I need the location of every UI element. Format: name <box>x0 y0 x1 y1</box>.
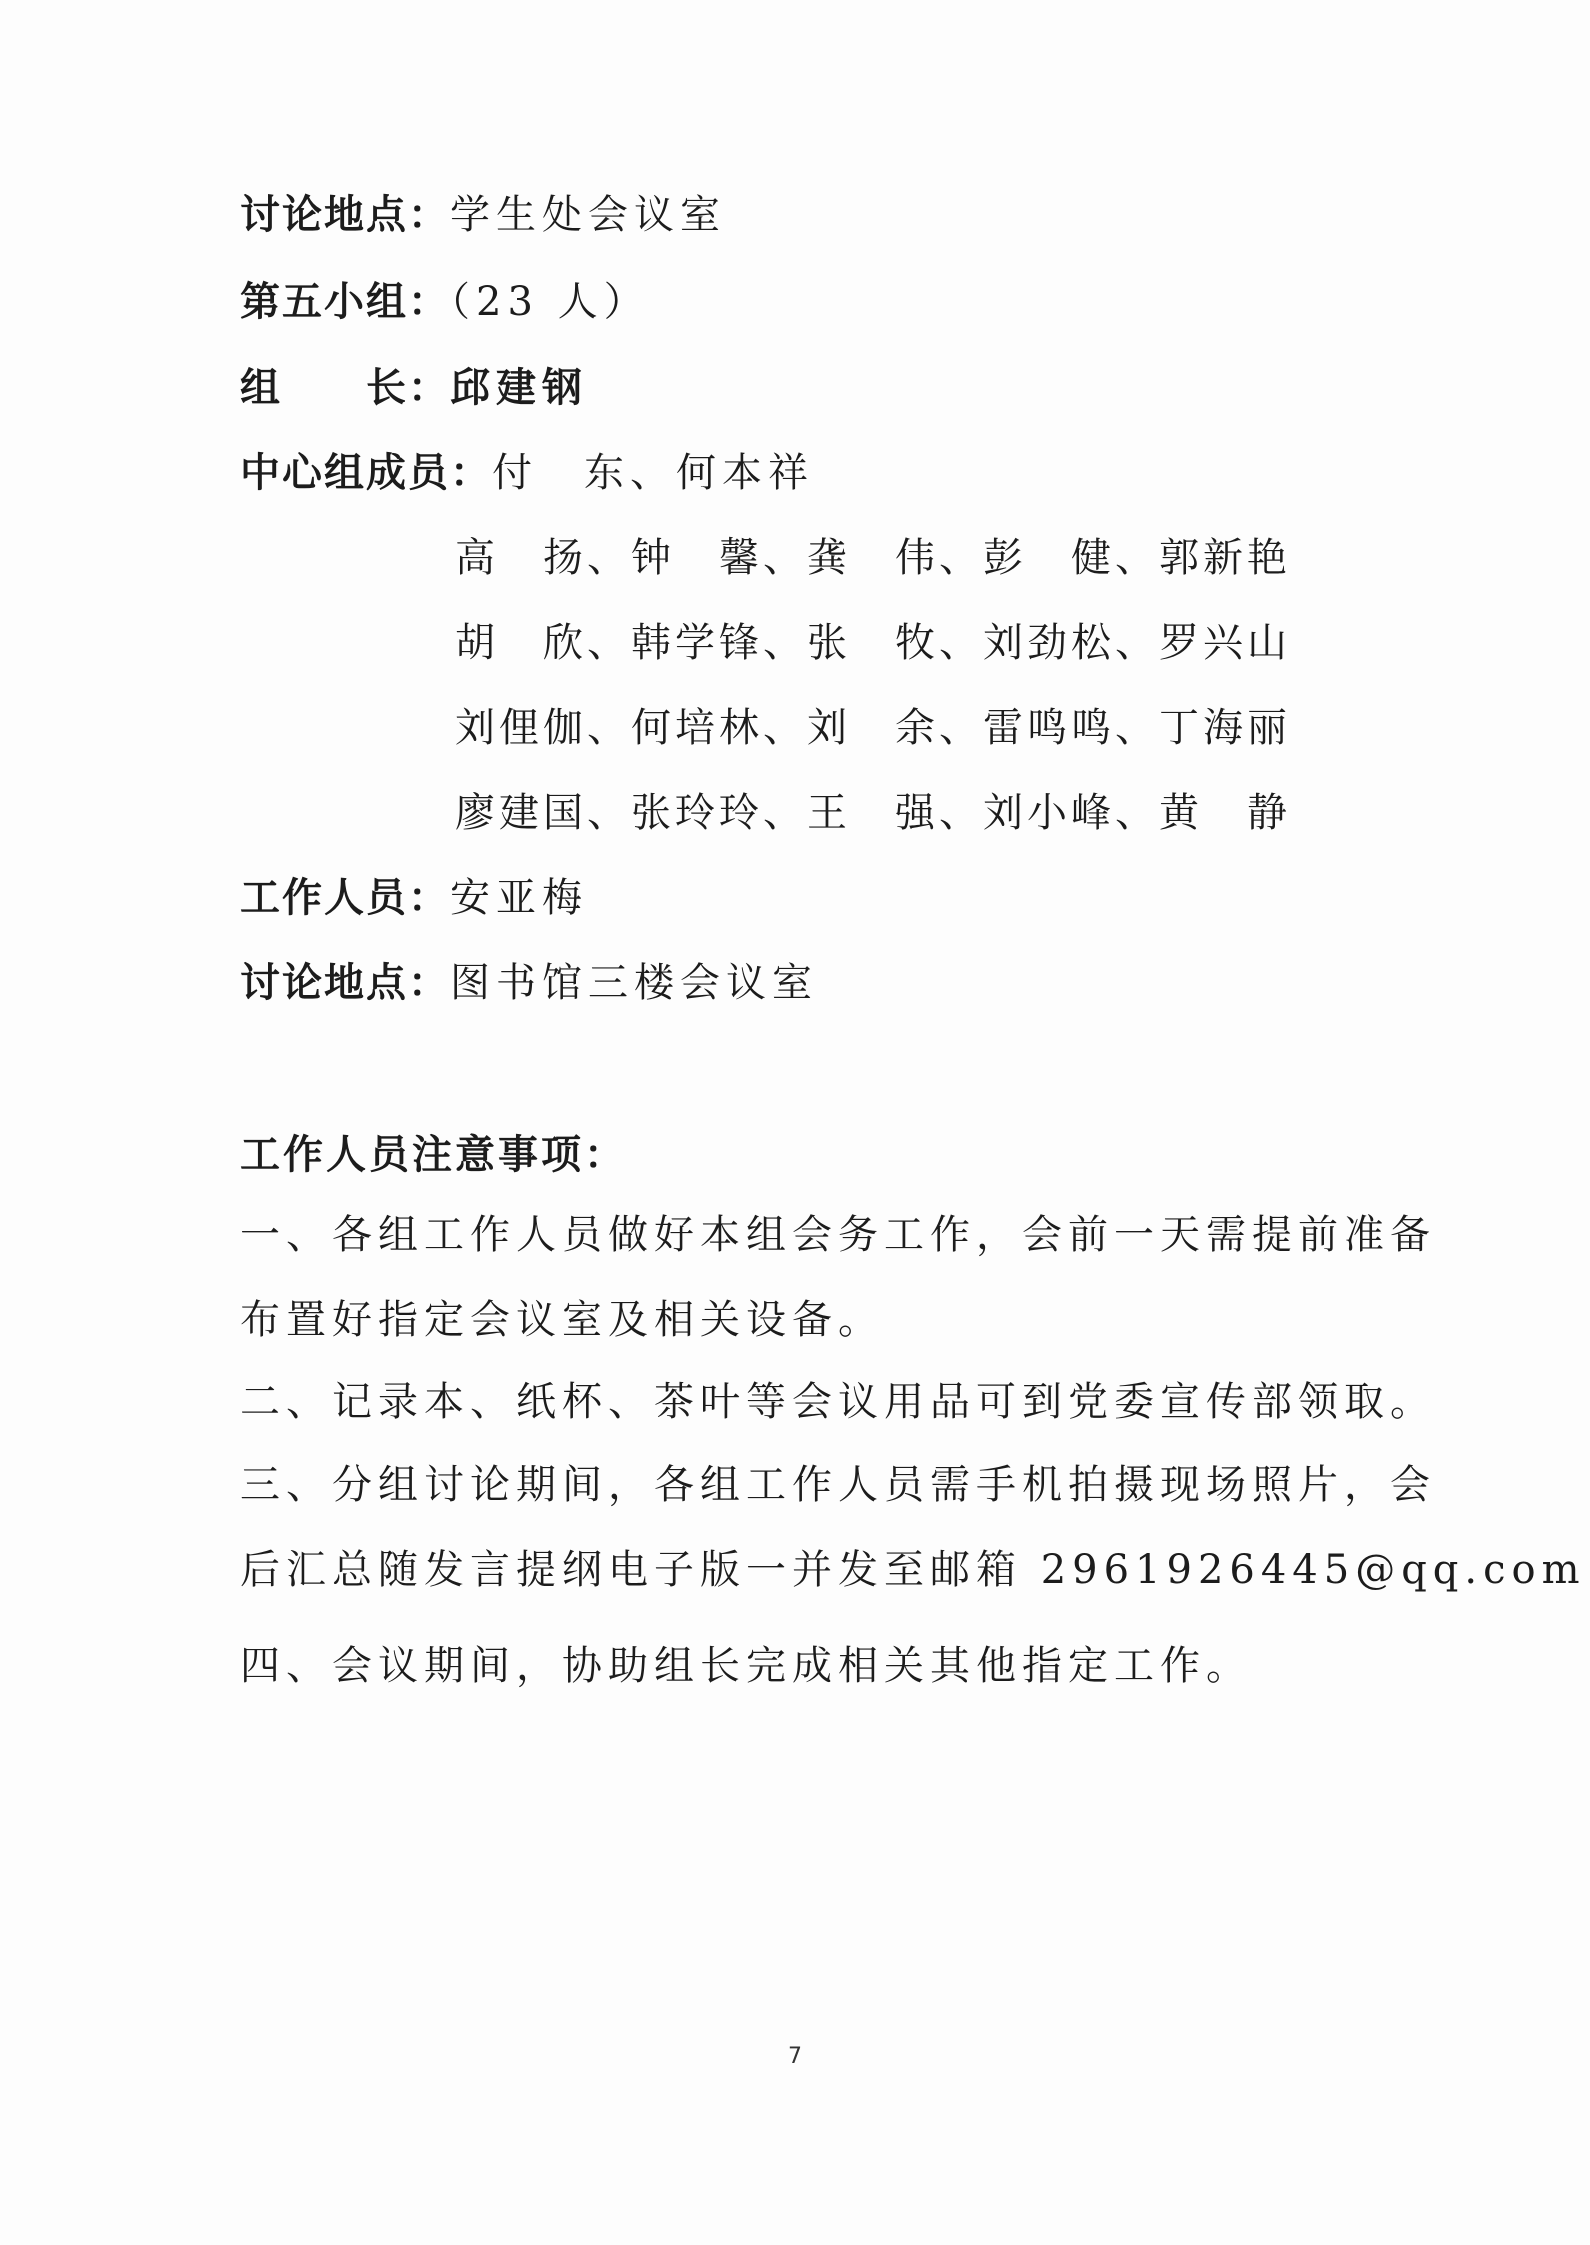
member: 刘 余、 <box>807 705 983 751</box>
leader-label: 组 长： <box>240 365 450 411</box>
group5-staff-line <box>240 873 588 923</box>
group5-location-line <box>240 958 818 1008</box>
member: 刘劲松、 <box>983 620 1159 666</box>
staff-value: 安亚梅 <box>450 875 588 921</box>
group4-location-line <box>240 190 726 240</box>
member: 刘俚伽、 <box>455 705 631 751</box>
location-label: 讨论地点： <box>240 960 450 1006</box>
member: 龚 伟、 <box>807 535 983 581</box>
member-row <box>455 703 1291 753</box>
note-line: 二、记录本、纸杯、茶叶等会议用品可到党委宣传部领取。 <box>240 1379 1436 1425</box>
member-row <box>455 533 1291 583</box>
member-row <box>455 618 1291 668</box>
member: 雷鸣鸣、 <box>983 705 1159 751</box>
member: 张 牧、 <box>807 620 983 666</box>
group5-core-line <box>240 448 814 498</box>
page-number: 7 <box>788 2044 802 2069</box>
location-label: 讨论地点： <box>240 192 450 238</box>
core-members-value: 付 东、何本祥 <box>492 450 814 496</box>
member: 高 扬、 <box>455 535 631 581</box>
group-title-label: 第五小组： <box>240 279 450 325</box>
member: 廖建国、 <box>455 790 631 836</box>
note-line: 三、分组讨论期间，各组工作人员需手机拍摄现场照片，会 <box>240 1462 1436 1508</box>
member: 钟 馨、 <box>631 535 807 581</box>
member: 刘小峰、 <box>983 790 1159 836</box>
leader-name: 邱建钢 <box>450 365 588 411</box>
member-row <box>455 788 1291 838</box>
member: 罗兴山 <box>1159 620 1291 666</box>
location-value: 图书馆三楼会议室 <box>450 960 818 1006</box>
member: 韩学锋、 <box>631 620 807 666</box>
member: 王 强、 <box>807 790 983 836</box>
group-size: （23 人） <box>450 279 650 325</box>
member: 胡 欣、 <box>455 620 631 666</box>
member: 丁海丽 <box>1159 705 1291 751</box>
staff-label: 工作人员： <box>240 875 450 921</box>
group5-title-line <box>240 277 650 327</box>
member: 何培林、 <box>631 705 807 751</box>
member: 彭 健、 <box>983 535 1159 581</box>
location-value: 学生处会议室 <box>450 192 726 238</box>
note-line: 布置好指定会议室及相关设备。 <box>240 1297 884 1343</box>
notes-title: 工作人员注意事项： <box>240 1132 627 1178</box>
note-line: 后汇总随发言提纲电子版一并发至邮箱 2961926445@qq.com <box>240 1547 1586 1593</box>
group5-leader-line <box>240 363 588 413</box>
core-members-label: 中心组成员： <box>240 450 492 496</box>
member: 郭新艳 <box>1159 535 1291 581</box>
note-line: 一、各组工作人员做好本组会务工作，会前一天需提前准备 <box>240 1212 1436 1258</box>
member: 黄 静 <box>1159 790 1291 836</box>
note-line: 四、会议期间，协助组长完成相关其他指定工作。 <box>240 1643 1252 1689</box>
member: 张玲玲、 <box>631 790 807 836</box>
